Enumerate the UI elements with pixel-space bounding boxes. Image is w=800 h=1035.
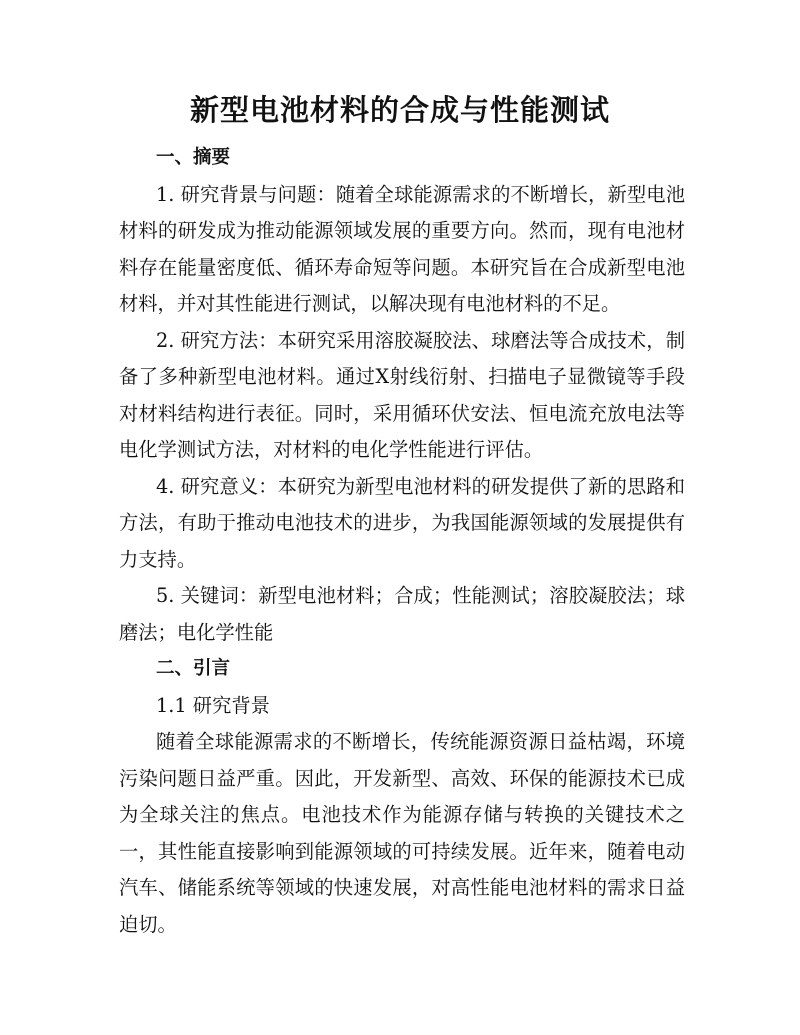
subsection-heading-background: 1.1 研究背景 [156, 693, 270, 717]
abstract-item-significance: 4. 研究意义：本研究为新型电池材料的研发提供了新的思路和方法，有助于推动电池技术的进步，为我国能源领域的发展提供有力支持。 [119, 474, 685, 571]
document-body [119, 140, 685, 943]
abstract-item-background: 1. 研究背景与问题：随着全球能源需求的不断增长，新型电池材料的研发成为推动能源领域发展的重要方向。然而，现有电池材料存在能量密度低、循环寿命短等问题。本研究旨在合成新型电池材料，并对其性能进行测试，以解决现有电池材料的不足。 [119, 182, 685, 315]
document-title: 新型电池材料的合成与性能测试 [189, 93, 610, 127]
abstract-item-methods: 2. 研究方法：本研究采用溶胶凝胶法、球磨法等合成技术，制备了多种新型电池材料。通过X射线衍射、扫描电子显微镜等手段对材料结构进行表征。同时，采用循环伏安法、恒电流充放电法等电化学测试方法，对材料的电化学性能进行评估。 [119, 328, 685, 461]
section-heading-abstract: 一、摘要 [156, 147, 231, 168]
abstract-item-keywords: 5. 关键词：新型电池材料；合成；性能测试；溶胶凝胶法；球磨法；电化学性能 [119, 584, 685, 644]
section-heading-introduction: 二、引言 [156, 658, 231, 679]
intro-paragraph: 随着全球能源需求的不断增长，传统能源资源日益枯竭，环境污染问题日益严重。因此，开发新型、高效、环保的能源技术已成为全球关注的焦点。电池技术作为能源存储与转换的关键技术之一，其性能直接影响到能源领域的可持续发展。近年来，随着电动汽车、储能系统等领域的快速发展，对高性能电池材料的需求日益迫切。 [119, 730, 685, 936]
